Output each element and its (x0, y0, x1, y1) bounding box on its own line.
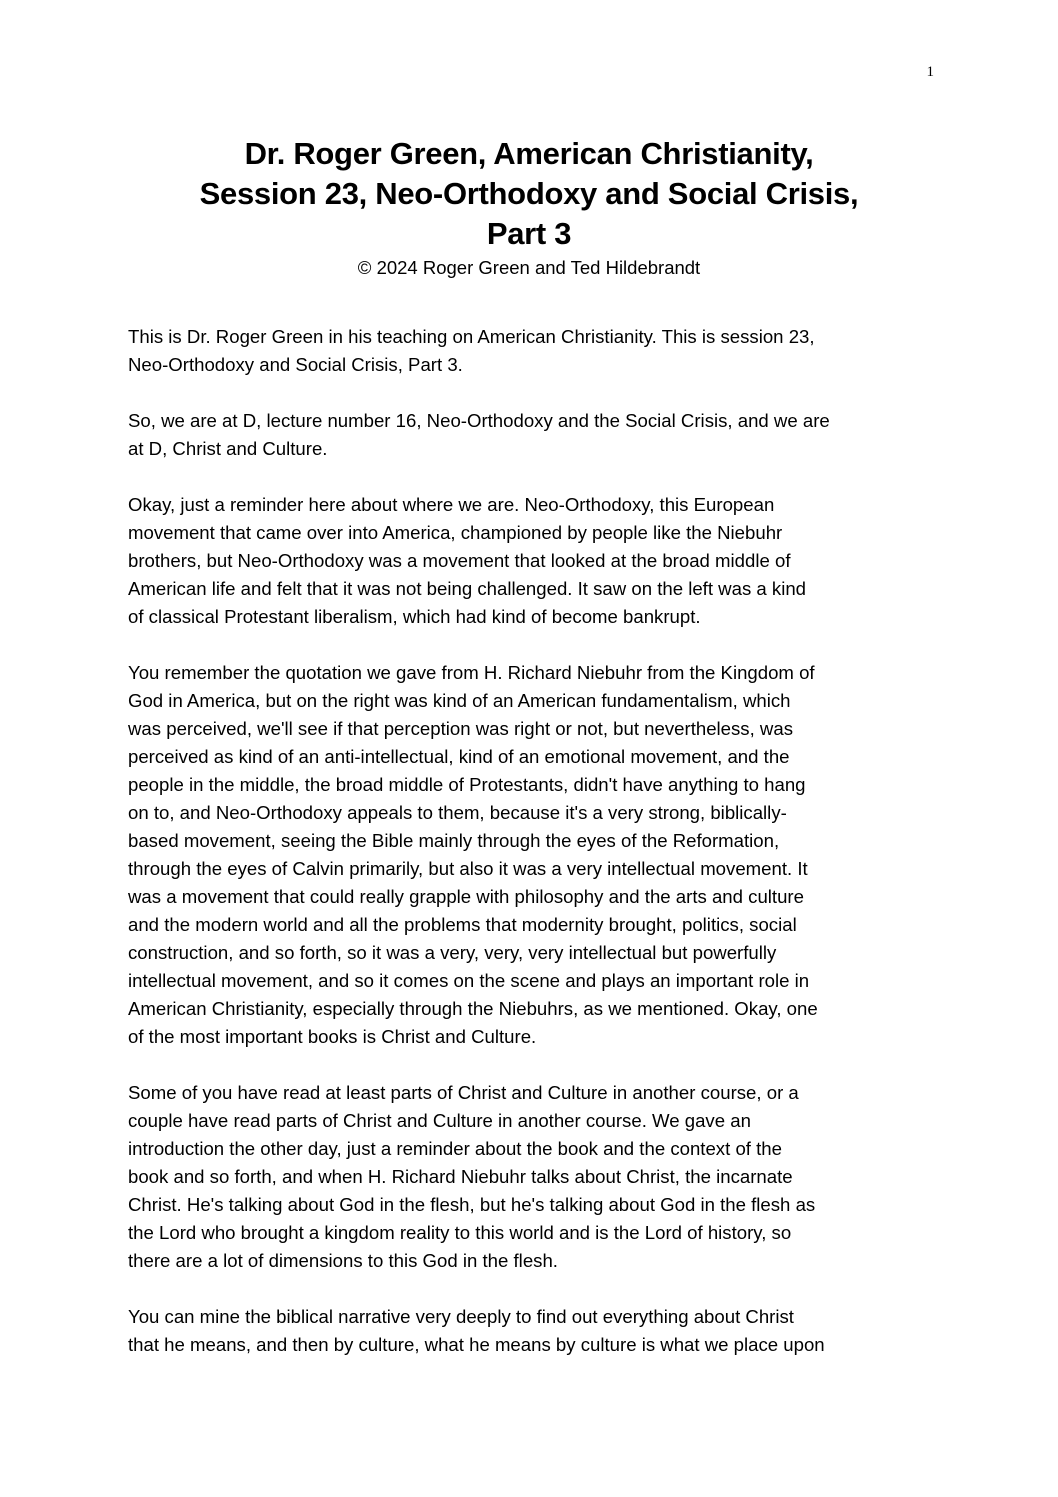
paragraph (128, 491, 928, 631)
paragraph-line: So, we are at D, lecture number 16, Neo-Orthodoxy and the Social Crisis, and we are (128, 410, 830, 431)
title-line: Session 23, Neo-Orthodoxy and Social Crisis, (199, 176, 859, 211)
transcript-body (128, 323, 928, 1359)
paragraph-line: of classical Protestant liberalism, which had kind of become bankrupt. (128, 606, 701, 627)
copyright-notice: © 2024 Roger Green and Ted Hildebrandt (357, 257, 701, 278)
paragraph-line: the Lord who brought a kingdom reality to this world and is the Lord of history, so (128, 1222, 792, 1243)
paragraph-line: brothers, but Neo-Orthodoxy was a movement that looked at the broad middle of (128, 550, 791, 571)
paragraph-line: and the modern world and all the problems that modernity brought, politics, social (128, 914, 797, 935)
paragraph-line: Okay, just a reminder here about where we are. Neo-Orthodoxy, this European (128, 494, 775, 515)
document-title (100, 134, 958, 254)
title-block (100, 134, 958, 280)
paragraph-line: You remember the quotation we gave from H. Richard Niebuhr from the Kingdom of (128, 662, 815, 683)
paragraph-line: construction, and so forth, so it was a very, very, very intellectual but powerfully (128, 942, 777, 963)
paragraph-line: book and so forth, and when H. Richard Niebuhr talks about Christ, the incarnate (128, 1166, 793, 1187)
paragraph-line: Christ. He's talking about God in the flesh, but he's talking about God in the flesh as (128, 1194, 816, 1215)
title-line: Dr. Roger Green, American Christianity, (244, 136, 814, 171)
paragraph (128, 1303, 928, 1359)
paragraph-line: based movement, seeing the Bible mainly through the eyes of the Reformation, (128, 830, 780, 851)
paragraph-line: God in America, but on the right was kind of an American fundamentalism, which (128, 690, 791, 711)
paragraph-line: Neo-Orthodoxy and Social Crisis, Part 3. (128, 354, 463, 375)
paragraph-line: You can mine the biblical narrative very deeply to find out everything about Christ (128, 1306, 794, 1327)
paragraph-line: there are a lot of dimensions to this God in the flesh. (128, 1250, 558, 1271)
paragraph-line: that he means, and then by culture, what he means by culture is what we place upon (128, 1334, 825, 1355)
paragraph-line: people in the middle, the broad middle of Protestants, didn't have anything to hang (128, 774, 806, 795)
paragraph-line: American Christianity, especially through the Niebuhrs, as we mentioned. Okay, one (128, 998, 818, 1019)
paragraph-line: movement that came over into America, championed by people like the Niebuhr (128, 522, 783, 543)
paragraph-line: Some of you have read at least parts of Christ and Culture in another course, or a (128, 1082, 799, 1103)
paragraph-line: was a movement that could really grapple with philosophy and the arts and culture (128, 886, 804, 907)
paragraph-line: on to, and Neo-Orthodoxy appeals to them, because it's a very strong, biblically- (128, 802, 787, 823)
paragraph-line: intellectual movement, and so it comes on the scene and plays an important role in (128, 970, 810, 991)
paragraph (128, 407, 928, 463)
paragraph-line: was perceived, we'll see if that perception was right or not, but nevertheless, was (128, 718, 793, 739)
page-number: 1 (926, 64, 934, 80)
paragraph-line: This is Dr. Roger Green in his teaching on American Christianity. This is session 23, (128, 326, 815, 347)
paragraph-line: American life and felt that it was not being challenged. It saw on the left was a kind (128, 578, 807, 599)
paragraph-line: introduction the other day, just a reminder about the book and the context of the (128, 1138, 782, 1159)
title-line: Part 3 (486, 216, 572, 251)
paragraph (128, 1079, 928, 1275)
paragraph (128, 659, 928, 1051)
paragraph-line: through the eyes of Calvin primarily, but also it was a very intellectual movement. It (128, 858, 808, 879)
paragraph-line: perceived as kind of an anti-intellectual, kind of an emotional movement, and the (128, 746, 790, 767)
paragraph-line: of the most important books is Christ and Culture. (128, 1026, 537, 1047)
paragraph (128, 323, 928, 379)
paragraph-line: couple have read parts of Christ and Culture in another course. We gave an (128, 1110, 751, 1131)
paragraph-line: at D, Christ and Culture. (128, 438, 328, 459)
